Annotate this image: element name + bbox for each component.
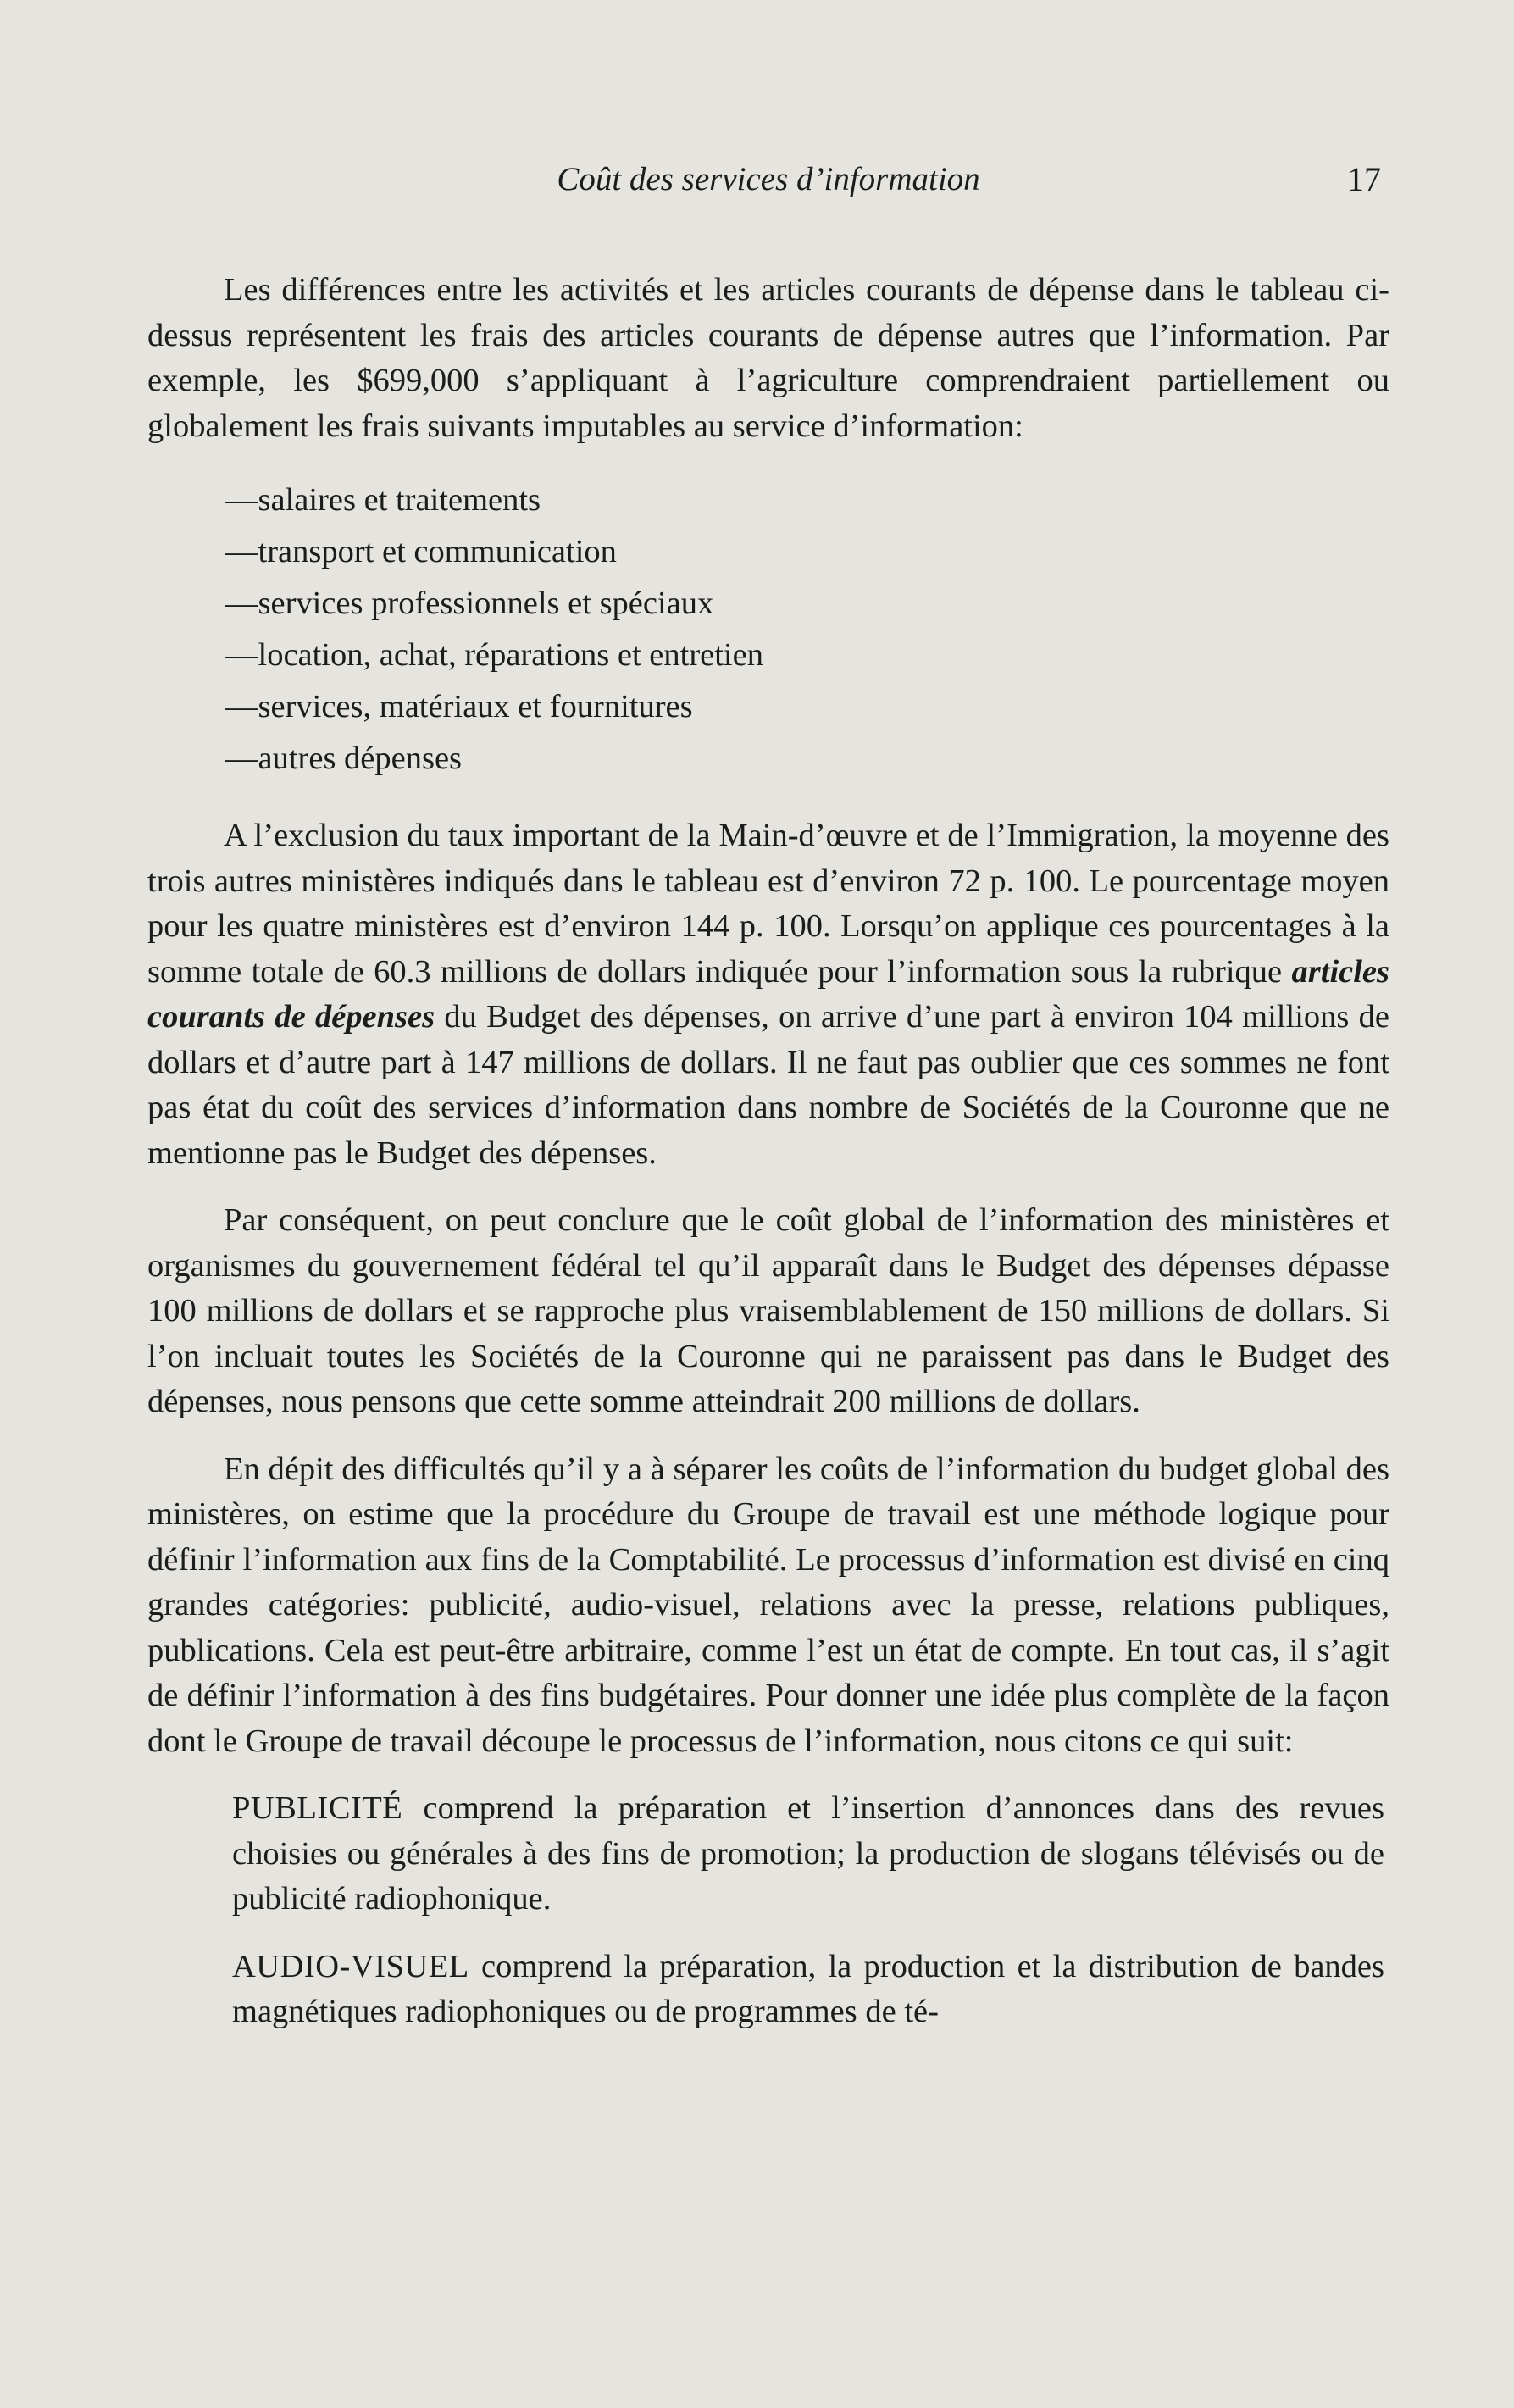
paragraph-averages-part2: du Budget des dépenses, on arrive d’une part à environ 104 millions de dollars et d’autre part à 147 millions de dollars. Il ne faut pas oublier que ces sommes ne font pas état du coût des services d’information dans nombre de Sociétés de la Couronne que ne mentionne pas le Budget des dépenses. bbox=[147, 999, 1389, 1171]
list-item: —transport et communication bbox=[225, 534, 617, 569]
list-item: —location, achat, réparations et entretien bbox=[225, 637, 763, 673]
list-item: —services, matériaux et fournitures bbox=[225, 689, 693, 724]
paragraph-procedure: En dépit des difficultés qu’il y a à séparer les coûts de l’information du budget global des ministères, on estime que la procédure du Groupe de travail est une méthode logique pour définir l’information aux fins de la Comptabilité. Le processus d’information est divisé en cinq grandes catégories: publicité, audio-visuel, relations avec la presse, relations publiques, publications. Cela est peut-être arbitraire, comme l’est un état de compte. En tout cas, il s’agit de définir l’information à des fins budgétaires. Pour donner une idée plus complète de la façon dont le Groupe de travail découpe le processus de l’information, nous citons ce qui suit: bbox=[147, 1451, 1389, 1759]
page-number: 17 bbox=[1347, 160, 1381, 198]
paragraph-averages bbox=[147, 813, 1389, 1176]
paragraph-conclusion: Par conséquent, on peut conclure que le coût global de l’information des ministères et organismes du gouvernement fédéral tel qu’il apparaît dans le Budget des dépenses dépasse 100 millions de dollars et se rapproche plus vraisemblablement de 150 millions de dollars. Si l’on incluait toutes les Sociétés de la Couronne qui ne paraissent pas dans le Budget des dépenses, nous pensons que cette somme atteindrait 200 millions de dollars. bbox=[147, 1202, 1389, 1419]
definition-publicite bbox=[147, 1786, 1389, 1923]
list-item: —autres dépenses bbox=[225, 741, 463, 776]
emphasis-articles-courants: articles courants de dépenses bbox=[147, 953, 1389, 1035]
paragraph-averages-part1: A l’exclusion du taux important de la Main-d’œuvre et de l’Immigration, la moyenne des trois autres ministères indiqués dans le tableau est d’environ 72 p. 100. Le pourcentage moyen pour les quatre ministères est d’environ 144 p. 100. Lorsqu’on applique ces pourcentages à la somme totale de 60.3 millions de dollars indiquée pour l’information sous la rubrique bbox=[147, 818, 1389, 990]
term-publicite: PUBLICITÉ bbox=[232, 1790, 403, 1826]
expense-list bbox=[147, 474, 1389, 785]
running-title: Coût des services d’information bbox=[557, 161, 980, 197]
body-text bbox=[147, 268, 1389, 2035]
definition-audiovisuel-text: comprend la préparation, la production et la distribution de bandes magnétiques radiophoniques ou de programmes de té- bbox=[232, 1948, 1384, 2029]
definition-publicite-text: comprend la préparation et l’insertion d’annonces dans des revues choisies ou générales à des fins de promotion; la production de slogans télévisés ou de publicité radiophonique. bbox=[232, 1790, 1384, 1917]
term-audiovisuel: AUDIO-VISUEL bbox=[232, 1948, 469, 1984]
list-item: —services professionnels et spéciaux bbox=[225, 585, 714, 621]
list-item: —salaires et traitements bbox=[225, 482, 541, 518]
running-header bbox=[147, 158, 1389, 202]
paragraph-intro: Les différences entre les activités et les articles courants de dépense dans le tableau ci-dessus représentent les frais des articles courants de dépense autres que l’information. Par exemple, les $699,000 s’appliquant à l’agriculture comprendraient partiellement ou globalement les frais suivants imputables au service d’information: bbox=[147, 272, 1389, 444]
definition-audiovisuel bbox=[147, 1945, 1389, 2035]
